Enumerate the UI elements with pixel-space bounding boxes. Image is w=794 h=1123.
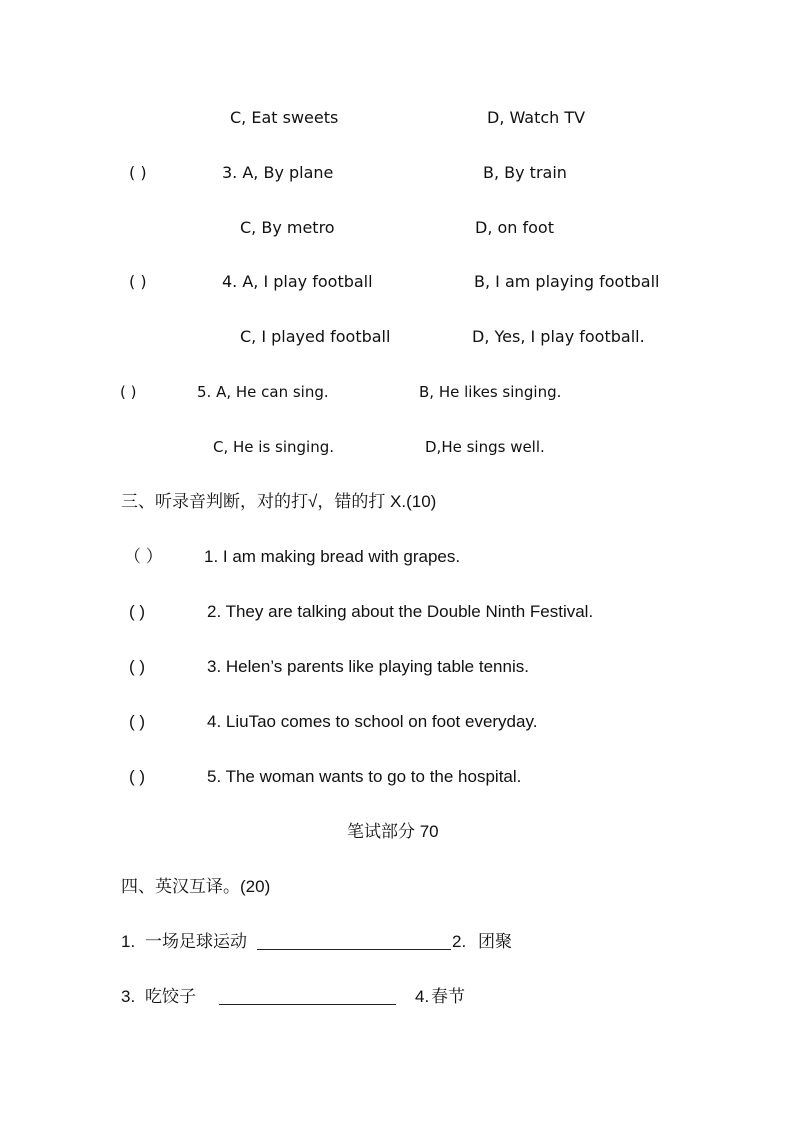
judge-item-2-blank[interactable]: ( )	[129, 602, 146, 621]
q5-option-c: C, He is singing.	[213, 438, 335, 456]
judge-item-4-blank[interactable]: ( )	[129, 712, 146, 731]
translate-item-3-number: 3.	[121, 987, 136, 1006]
translate-item-3-answer-line[interactable]	[219, 1004, 396, 1005]
q3-answer-blank[interactable]: ( )	[129, 163, 147, 182]
judge-item-3-text: 3. Helen’s parents like playing table tennis.	[207, 657, 529, 676]
q4-option-c: C, I played football	[240, 327, 391, 346]
q4-option-b: B, I am playing football	[474, 272, 660, 291]
q2-option-c: C, Eat sweets	[230, 108, 339, 127]
q3-option-a: 3. A, By plane	[222, 163, 334, 182]
q4-answer-blank[interactable]: ( )	[129, 272, 147, 291]
section4-heading: 四、英汉互译。(20)	[121, 877, 271, 896]
q3-option-c: C, By metro	[240, 218, 335, 237]
q5-option-b: B, He likes singing.	[419, 383, 562, 401]
translate-item-1-number: 1.	[121, 932, 136, 951]
judge-item-3-blank[interactable]: ( )	[129, 657, 146, 676]
translate-item-1-answer-line[interactable]	[257, 949, 451, 950]
translate-item-3-text: 吃饺子	[145, 987, 196, 1006]
q2-option-d: D, Watch TV	[487, 108, 586, 127]
judge-item-4-text: 4. LiuTao comes to school on foot everyday.	[207, 712, 538, 731]
judge-item-1-text: 1. I am making bread with grapes.	[204, 547, 461, 566]
translate-item-4-text: 春节	[431, 987, 465, 1006]
section3-heading: 三、听录音判断，对的打√，错的打 X.(10)	[121, 492, 437, 511]
q4-option-a: 4. A, I play football	[222, 272, 373, 291]
judge-item-5-text: 5. The woman wants to go to the hospital.	[207, 767, 522, 786]
q5-option-a: 5. A, He can sing.	[197, 383, 329, 401]
translate-item-2-number: 2.	[452, 932, 467, 951]
translate-item-2-text: 团聚	[478, 932, 512, 951]
translate-item-1-text: 一场足球运动	[145, 932, 247, 951]
translate-item-4-number: 4.	[415, 987, 430, 1006]
written-part-title: 笔试部分 70	[347, 822, 439, 841]
q4-option-d: D, Yes, I play football.	[472, 327, 645, 346]
q3-option-b: B, By train	[483, 163, 567, 182]
q3-option-d: D, on foot	[475, 218, 554, 237]
q5-answer-blank[interactable]: ( )	[120, 383, 137, 401]
judge-item-1-blank[interactable]: （ ）	[124, 547, 163, 566]
judge-item-5-blank[interactable]: ( )	[129, 767, 146, 786]
q5-option-d: D,He sings well.	[425, 438, 545, 456]
judge-item-2-text: 2. They are talking about the Double Ninth Festival.	[207, 602, 594, 621]
